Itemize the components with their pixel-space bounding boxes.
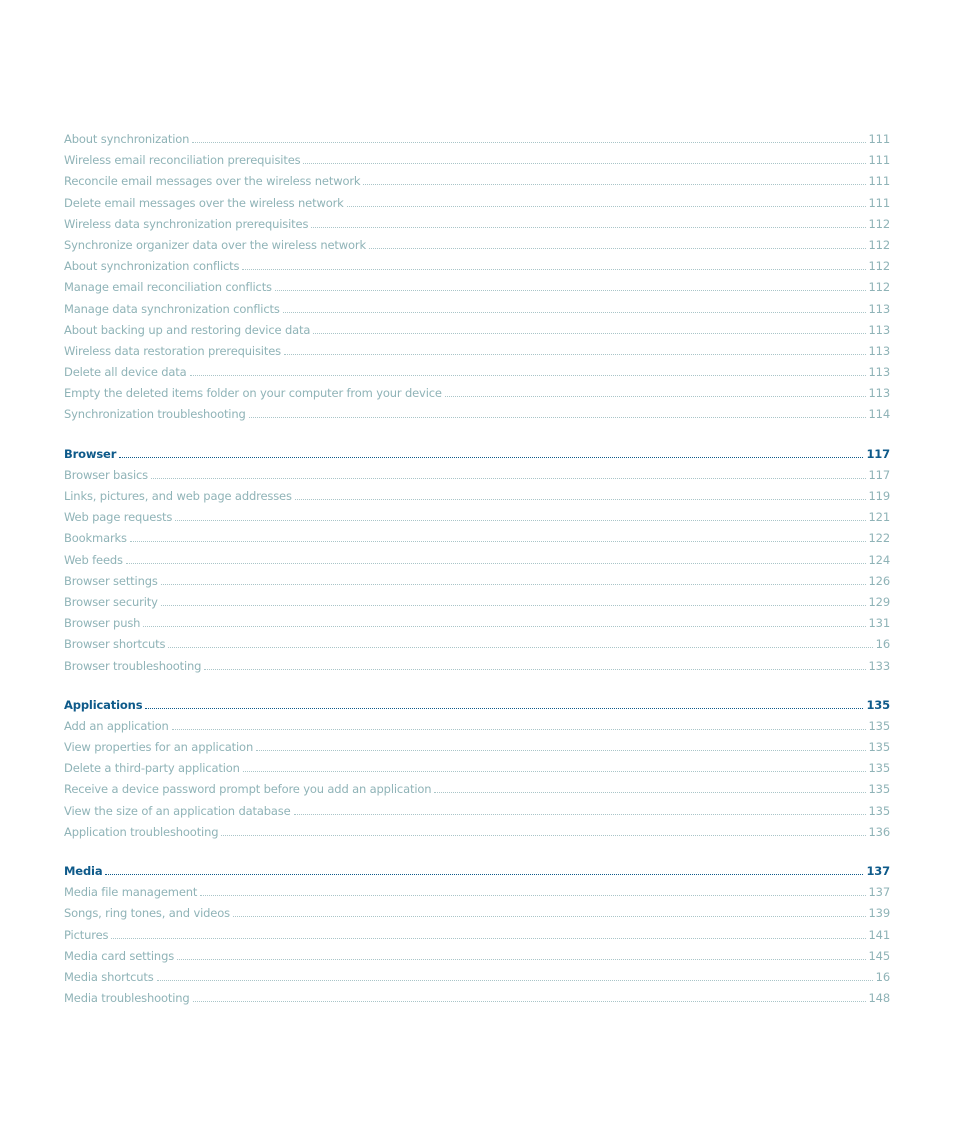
- table-of-contents: [64, 132, 890, 1012]
- page-number: 135: [868, 761, 890, 776]
- entry-title: Delete a third-party application: [64, 761, 240, 776]
- entry-title: Links, pictures, and web page addresses: [64, 489, 292, 503]
- entry-title: Delete email messages over the wireless network: [64, 195, 344, 210]
- entry-title: Wireless data synchronization prerequisites: [64, 216, 309, 231]
- page-number: 117: [866, 446, 890, 461]
- entry-title: Media shortcuts: [64, 969, 154, 984]
- entry-title: Bookmarks: [64, 531, 127, 546]
- page-number: 113: [868, 322, 890, 337]
- page-number: 111: [868, 153, 890, 168]
- section-gap: [64, 429, 890, 447]
- entry-title: Empty the deleted items folder on your computer from your device: [64, 386, 442, 401]
- toc-entry[interactable]: [64, 719, 890, 740]
- dot-leader: [256, 750, 865, 751]
- page-number: 111: [868, 132, 890, 146]
- dot-leader: [130, 541, 866, 542]
- page-number: 133: [868, 658, 890, 673]
- toc-entry[interactable]: [64, 468, 890, 489]
- dot-leader: [303, 163, 865, 164]
- dot-leader: [105, 874, 863, 875]
- dot-leader: [313, 333, 865, 334]
- dot-leader: [284, 354, 866, 355]
- page-number: 135: [868, 782, 890, 797]
- page-number: 122: [868, 531, 890, 546]
- dot-leader: [192, 142, 865, 143]
- page-number: 16: [875, 969, 890, 984]
- dot-leader: [151, 478, 865, 479]
- dot-leader: [157, 980, 873, 981]
- toc-entry[interactable]: [64, 616, 890, 637]
- page-number: 121: [868, 510, 890, 525]
- dot-leader: [369, 248, 865, 249]
- dot-leader: [161, 605, 866, 606]
- dot-leader: [200, 895, 865, 896]
- entry-title: Reconcile email messages over the wireless network: [64, 174, 361, 189]
- entry-title: Browser settings: [64, 573, 158, 588]
- toc-entry[interactable]: [64, 825, 890, 846]
- page-number: 114: [868, 407, 890, 422]
- dot-leader: [221, 835, 865, 836]
- entry-title: Synchronize organizer data over the wireless network: [64, 237, 367, 252]
- dot-leader: [347, 206, 866, 207]
- entry-title: Wireless email reconciliation prerequisites: [64, 153, 301, 168]
- toc-entry[interactable]: [64, 407, 890, 428]
- page-number: 113: [868, 365, 890, 380]
- dot-leader: [111, 938, 865, 939]
- section-gap: [64, 846, 890, 864]
- toc-entry[interactable]: [64, 906, 890, 927]
- toc-entry[interactable]: [64, 574, 890, 595]
- page-number: 136: [868, 824, 890, 839]
- toc-entry[interactable]: [64, 928, 890, 949]
- entry-title: Media troubleshooting: [64, 991, 190, 1006]
- toc-entry[interactable]: [64, 365, 890, 386]
- entry-title: Application troubleshooting: [64, 824, 219, 839]
- entry-title: Media: [64, 864, 103, 878]
- toc-entry[interactable]: [64, 659, 890, 680]
- toc-entry[interactable]: [64, 323, 890, 344]
- dot-leader: [243, 771, 866, 772]
- page-number: 113: [868, 301, 890, 316]
- entry-title: Add an application: [64, 718, 169, 733]
- dot-leader: [294, 814, 866, 815]
- dot-leader: [168, 647, 872, 648]
- toc-entry[interactable]: [64, 991, 890, 1012]
- toc-entry[interactable]: [64, 302, 890, 323]
- toc-entry[interactable]: [64, 782, 890, 803]
- dot-leader: [126, 563, 866, 564]
- toc-entry[interactable]: [64, 217, 890, 238]
- dot-leader: [363, 184, 865, 185]
- dot-leader: [249, 417, 866, 418]
- page-number: 126: [868, 573, 890, 588]
- page-number: 113: [868, 386, 890, 401]
- toc-entry[interactable]: [64, 970, 890, 991]
- page-number: 137: [868, 885, 890, 900]
- entry-title: Media card settings: [64, 948, 175, 963]
- page-number: 111: [868, 174, 890, 189]
- section-gap: [64, 680, 890, 698]
- toc-entry[interactable]: [64, 174, 890, 195]
- entry-title: Songs, ring tones, and videos: [64, 906, 230, 921]
- toc-entry[interactable]: [64, 804, 890, 825]
- entry-title: Receive a device password prompt before you add an application: [64, 782, 432, 797]
- dot-leader: [172, 729, 866, 730]
- toc-entry[interactable]: [64, 386, 890, 407]
- entry-title: About synchronization conflicts: [64, 259, 240, 274]
- toc-entry[interactable]: [64, 761, 890, 782]
- entry-title: Applications: [64, 697, 143, 712]
- dot-leader: [242, 269, 865, 270]
- dot-leader: [177, 959, 865, 960]
- toc-entry[interactable]: [64, 196, 890, 217]
- dot-leader: [445, 396, 866, 397]
- entry-title: Pictures: [64, 927, 109, 942]
- toc-entry[interactable]: [64, 553, 890, 574]
- dot-leader: [143, 626, 865, 627]
- dot-leader: [145, 708, 863, 709]
- entry-title: Browser push: [64, 616, 141, 631]
- page-number: 112: [868, 259, 890, 274]
- page-number: 124: [868, 552, 890, 567]
- page-number: 135: [868, 718, 890, 733]
- page-number: 111: [868, 195, 890, 210]
- dot-leader: [233, 916, 866, 917]
- dot-leader: [190, 375, 866, 376]
- dot-leader: [161, 584, 866, 585]
- toc-entry[interactable]: [64, 132, 890, 153]
- toc-entry[interactable]: [64, 259, 890, 280]
- dot-leader: [175, 520, 865, 521]
- entry-title: Synchronization troubleshooting: [64, 407, 246, 422]
- page-number: 139: [868, 906, 890, 921]
- toc-entry[interactable]: [64, 637, 890, 658]
- page-number: 129: [868, 594, 890, 609]
- entry-title: Manage data synchronization conflicts: [64, 301, 280, 316]
- entry-title: Web feeds: [64, 552, 123, 567]
- page-number: 112: [868, 280, 890, 295]
- entry-title: Media file management: [64, 885, 198, 900]
- toc-entry[interactable]: [64, 885, 890, 906]
- entry-title: Manage email reconciliation conflicts: [64, 280, 272, 295]
- toc-entry[interactable]: [64, 740, 890, 761]
- entry-title: Browser: [64, 446, 117, 461]
- dot-leader: [193, 1001, 866, 1002]
- entry-title: About backing up and restoring device data: [64, 322, 311, 337]
- page-number: 135: [868, 740, 890, 755]
- page-number: 145: [868, 948, 890, 963]
- entry-title: Wireless data restoration prerequisites: [64, 343, 281, 358]
- dot-leader: [283, 312, 866, 313]
- entry-title: Browser basics: [64, 467, 149, 482]
- page-number: 16: [875, 637, 890, 652]
- page-number: 141: [868, 927, 890, 942]
- page-number: 113: [868, 343, 890, 358]
- dot-leader: [434, 792, 865, 793]
- entry-title: Browser troubleshooting: [64, 658, 202, 673]
- entry-title: About synchronization: [64, 132, 190, 146]
- toc-section-heading[interactable]: [64, 447, 890, 468]
- page-number: 135: [866, 697, 890, 712]
- page-number: 131: [868, 616, 890, 631]
- dot-leader: [204, 669, 865, 670]
- toc-entry[interactable]: [64, 510, 890, 531]
- toc-entry[interactable]: [64, 238, 890, 259]
- toc-entry[interactable]: [64, 949, 890, 970]
- entry-title: Delete all device data: [64, 365, 187, 380]
- toc-entry[interactable]: [64, 489, 890, 510]
- toc-entry[interactable]: [64, 153, 890, 174]
- page-number: 137: [866, 864, 890, 878]
- dot-leader: [295, 499, 866, 500]
- toc-entry[interactable]: [64, 531, 890, 552]
- toc-section-heading[interactable]: [64, 864, 890, 885]
- toc-entry[interactable]: [64, 595, 890, 616]
- toc-entry[interactable]: [64, 280, 890, 301]
- page-number: 148: [868, 991, 890, 1006]
- page-number: 117: [868, 467, 890, 482]
- toc-section-heading[interactable]: [64, 698, 890, 719]
- page-number: 112: [868, 216, 890, 231]
- entry-title: View properties for an application: [64, 740, 254, 755]
- dot-leader: [311, 227, 865, 228]
- entry-title: Browser security: [64, 594, 158, 609]
- dot-leader: [119, 457, 863, 458]
- page-number: 112: [868, 237, 890, 252]
- dot-leader: [275, 290, 866, 291]
- page-number: 135: [868, 803, 890, 818]
- toc-entry[interactable]: [64, 344, 890, 365]
- entry-title: Browser shortcuts: [64, 637, 166, 652]
- page-number: 119: [868, 489, 890, 503]
- entry-title: Web page requests: [64, 510, 173, 525]
- entry-title: View the size of an application database: [64, 803, 291, 818]
